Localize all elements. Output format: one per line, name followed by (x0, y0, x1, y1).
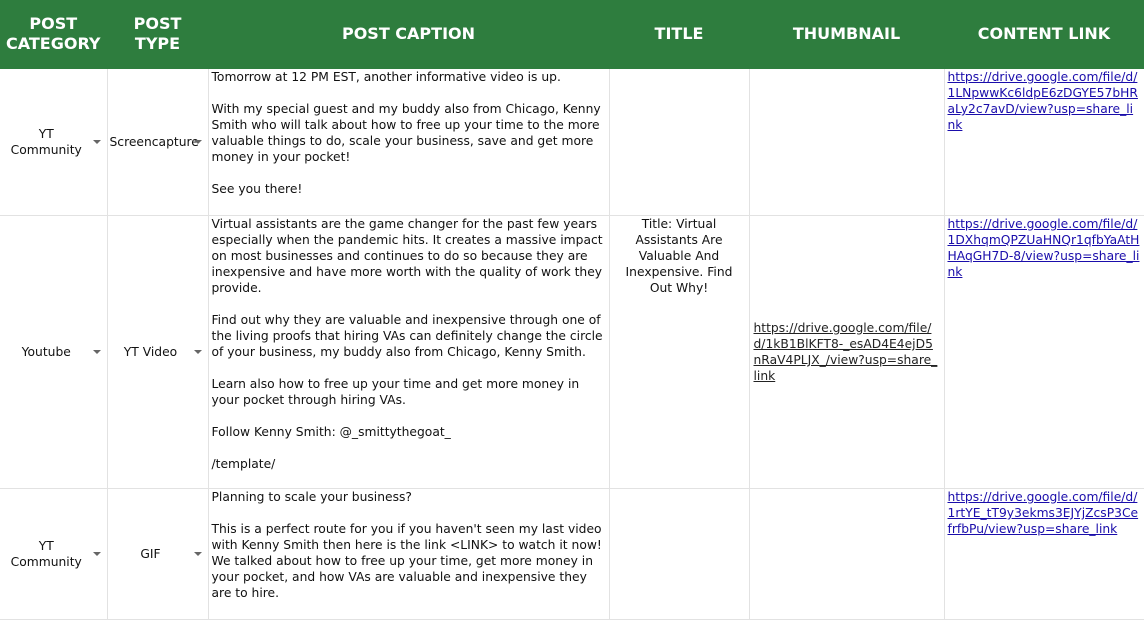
header-post-type[interactable]: POST TYPE (107, 0, 208, 69)
post-caption-cell[interactable] (208, 216, 609, 489)
dropdown-arrow-icon[interactable] (93, 140, 101, 144)
content-link-cell[interactable] (944, 216, 1144, 489)
title-cell[interactable] (609, 489, 749, 620)
header-content-link[interactable]: CONTENT LINK (944, 0, 1144, 69)
content-link-cell[interactable] (944, 489, 1144, 620)
dropdown-arrow-icon[interactable] (93, 350, 101, 354)
post-caption-text: Tomorrow at 12 PM EST, another informative video is up. With my special guest and my buddy also from Chicago, Kenny Smith who will talk about how to free up your time to the more valuable things to do, scale your business, save and get more money in your pocket! See you there! (211, 70, 601, 196)
content-link-cell[interactable] (944, 69, 1144, 216)
header-post-caption[interactable]: POST CAPTION (208, 0, 609, 69)
thumbnail-cell[interactable] (749, 69, 944, 216)
post-category-value: Youtube (21, 345, 71, 359)
content-link[interactable]: https://drive.google.com/file/d/1DXhqmQPZUaHNQr1qfbYaAtHHAqGH7D-8/view?usp=share_link (947, 217, 1140, 279)
post-caption-text: Virtual assistants are the game changer for the past few years especially when the pandemic hits. It creates a massive impact on most businesses and continues to do so because they are inexpensive and have more worth with the quality of work they provide. Find out why they are valuable and inexpensive through one of the living proofs that hiring VAs can definitely change the circle of your business, my buddy also from Chicago, Kenny Smith. Learn also how to free up your time and get more money in your pocket through hiring VAs. Follow Kenny Smith: @_smittythegoat_ /template/ (211, 217, 603, 471)
dropdown-arrow-icon[interactable] (194, 350, 202, 354)
table-row (0, 489, 1144, 620)
dropdown-arrow-icon[interactable] (194, 140, 202, 144)
content-link[interactable]: https://drive.google.com/file/d/1LNpwwKc6ldpE6zDGYE57bHRaLy2c7avD/view?usp=share_link (947, 70, 1138, 132)
table-row (0, 69, 1144, 216)
header-post-category[interactable]: POST CATEGORY (0, 0, 107, 69)
header-title[interactable]: TITLE (609, 0, 749, 69)
dropdown-arrow-icon[interactable] (194, 552, 202, 556)
post-caption-text: Planning to scale your business? This is a perfect route for you if you haven't seen my last video with Kenny Smith then here is the link <LINK> to watch it now! We talked about how to free up your time, get more money in your pocket, and how VAs are valuable and inexpensive they are to hire. (211, 490, 602, 600)
post-category-cell[interactable] (0, 69, 107, 216)
post-category-value: YT Community (10, 127, 82, 157)
post-caption-cell[interactable] (208, 489, 609, 620)
post-type-value: Screencapture (109, 135, 199, 149)
header-thumbnail[interactable]: THUMBNAIL (749, 0, 944, 69)
content-link[interactable]: https://drive.google.com/file/d/1rtYE_tT9y3ekms3EJYjZcsP3CefrfbPu/view?usp=share_link (947, 490, 1139, 536)
post-type-cell[interactable] (107, 489, 208, 620)
thumbnail-link[interactable]: https://drive.google.com/file/d/1kB1BlKFT8-_esAD4E4ejD5nRaV4PLJX_/view?usp=share_link (753, 321, 938, 383)
post-category-cell[interactable] (0, 216, 107, 489)
thumbnail-cell[interactable] (749, 489, 944, 620)
post-type-value: GIF (140, 547, 161, 561)
post-caption-cell[interactable] (208, 69, 609, 216)
table-row (0, 216, 1144, 489)
header-row (0, 0, 1144, 69)
post-type-value: YT Video (123, 345, 178, 359)
dropdown-arrow-icon[interactable] (93, 552, 101, 556)
post-category-cell[interactable] (0, 489, 107, 620)
post-type-cell[interactable] (107, 216, 208, 489)
title-text: Title: Virtual Assistants Are Valuable And Inexpensive. Find Out Why! (625, 217, 733, 295)
post-type-cell[interactable] (107, 69, 208, 216)
title-cell[interactable] (609, 216, 749, 489)
post-category-value: YT Community (10, 539, 82, 569)
thumbnail-cell[interactable] (749, 216, 944, 489)
title-cell[interactable] (609, 69, 749, 216)
